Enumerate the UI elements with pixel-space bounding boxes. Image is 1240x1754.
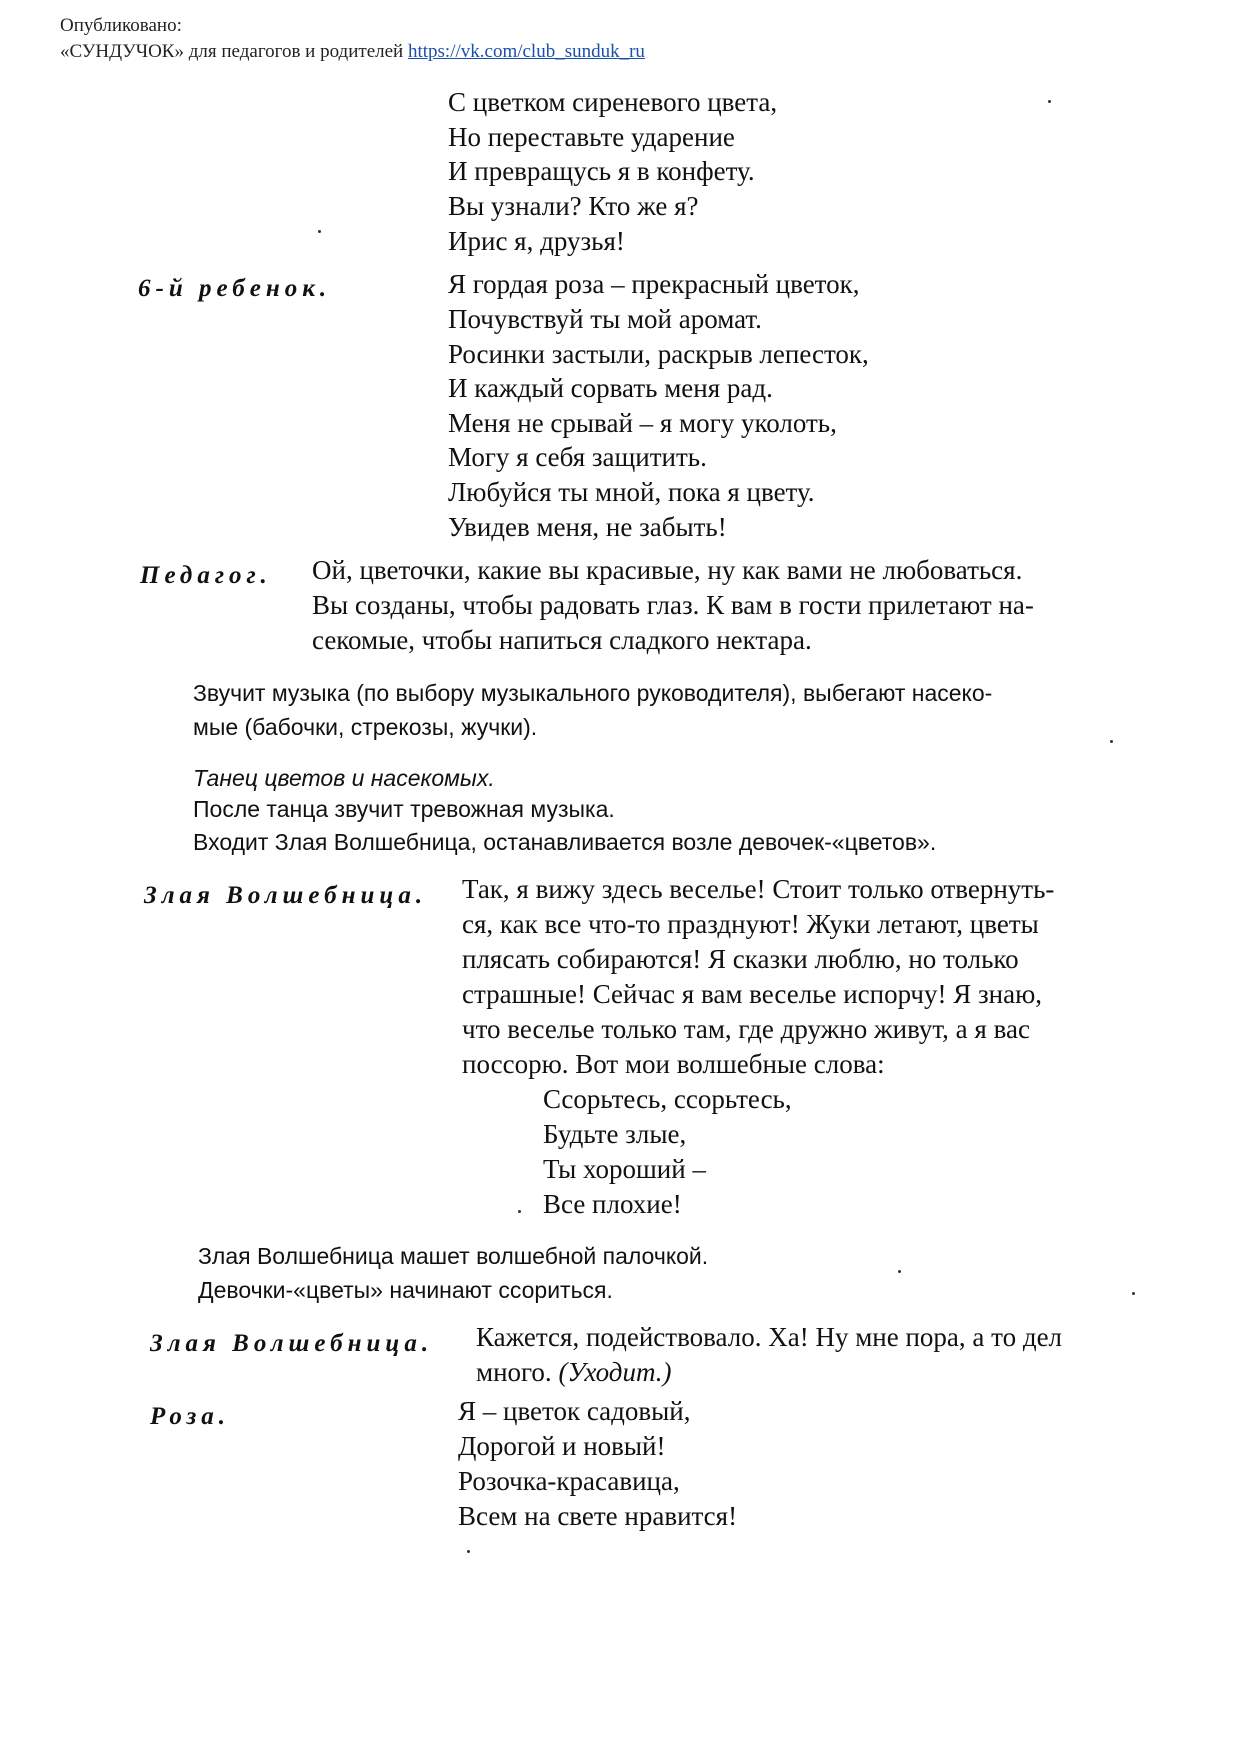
verse-line: С цветком сиреневого цвета, (448, 87, 778, 117)
verse-line: Меня не срывай – я могу уколоть, (448, 408, 837, 438)
verse-line: Росинки застыли, раскрыв лепесток, (448, 339, 869, 369)
speech-line: секомые, чтобы напиться сладкого нектара. (312, 625, 812, 655)
scan-speck (467, 1550, 470, 1553)
scan-speck (898, 1270, 901, 1273)
publisher-line (60, 40, 645, 64)
speaker-pedagog: Педагог. (140, 562, 272, 589)
speaker-evil-witch: Злая Волшебница. (144, 882, 428, 909)
scan-speck (318, 230, 321, 233)
scan-speck (1110, 740, 1113, 743)
speech-line: что веселье только там, где дружно живут, а я вас (462, 1014, 1030, 1044)
speech-line: Ой, цветочки, какие вы красивые, ну как вами не любоваться. (312, 555, 1023, 585)
speech-line: Вы созданы, чтобы радовать глаз. К вам в гости прилетают на- (312, 590, 1034, 620)
published-label: Опубликовано: (60, 15, 182, 36)
speech-line: плясать собираются! Я сказки люблю, но только (462, 944, 1019, 974)
verse-line: Я гордая роза – прекрасный цветок, (448, 269, 860, 299)
verse-line: Могу я себя защитить. (448, 442, 707, 472)
stage-direction-line: Злая Волшебница машет волшебной палочкой. (198, 1243, 709, 1269)
verse-line: Дорогой и новый! (458, 1431, 666, 1461)
speech-line (476, 1355, 672, 1389)
verse-line: Вы узнали? Кто же я? (448, 191, 699, 221)
speech-line: страшные! Сейчас я вам веселье испорчу! Я знаю, (462, 979, 1043, 1009)
spell-line: Все плохие! (543, 1189, 682, 1219)
speech-line: Кажется, подействовало. Ха! Ну мне пора, а то дел (476, 1322, 1063, 1352)
stage-direction-italic: Танец цветов и насекомых. (193, 765, 495, 791)
stage-direction-line: мые (бабочки, стрекозы, жучки). (193, 714, 538, 740)
scan-speck (1048, 100, 1051, 103)
stage-direction-line: После танца звучит тревожная музыка. (193, 796, 615, 822)
verse-line: Ирис я, друзья! (448, 226, 625, 256)
spell-line: Ты хороший – (543, 1154, 706, 1184)
stage-direction-line: Входит Злая Волшебница, останавливается возле девочек-«цветов». (193, 829, 937, 855)
speaker-evil-witch: Злая Волшебница. (150, 1330, 434, 1357)
speaker-rose: Роза. (150, 1403, 231, 1430)
speaker-child6: 6-й ребенок. (138, 275, 332, 302)
verse-line: Я – цветок садовый, (458, 1396, 691, 1426)
verse-line: Но переставьте ударение (448, 122, 735, 152)
verse-line: Почувствуй ты мой аромат. (448, 304, 762, 334)
verse-line: Любуйся ты мной, пока я цвету. (448, 477, 815, 507)
stage-direction-line: Девочки-«цветы» начинают ссориться. (198, 1277, 613, 1303)
verse-line: Увидев меня, не забыть! (448, 512, 727, 542)
speech-line: Так, я вижу здесь веселье! Стоит только отвернуть- (462, 874, 1055, 904)
scan-speck (518, 1210, 521, 1213)
stage-remark: (Уходит.) (558, 1357, 672, 1387)
stage-direction-line: Звучит музыка (по выбору музыкального руководителя), выбегают насеко- (193, 680, 993, 706)
publisher-name: «СУНДУЧОК» для педагогов и родителей (60, 41, 404, 62)
verse-line: И каждый сорвать меня рад. (448, 373, 773, 403)
speech-line: поссорю. Вот мои волшебные слова: (462, 1049, 885, 1079)
verse-line: И превращусь я в конфету. (448, 156, 755, 186)
publisher-link[interactable]: https://vk.com/club_sunduk_ru (407, 41, 645, 62)
speech-text: много. (476, 1357, 552, 1387)
verse-line: Всем на свете нравится! (458, 1501, 738, 1531)
scan-speck (1132, 1292, 1135, 1295)
speech-line: ся, как все что-то празднуют! Жуки летают, цветы (462, 909, 1039, 939)
spell-line: Будьте злые, (543, 1119, 687, 1149)
spell-line: Ссорьтесь, ссорьтесь, (543, 1084, 792, 1114)
verse-line: Розочка-красавица, (458, 1466, 680, 1496)
